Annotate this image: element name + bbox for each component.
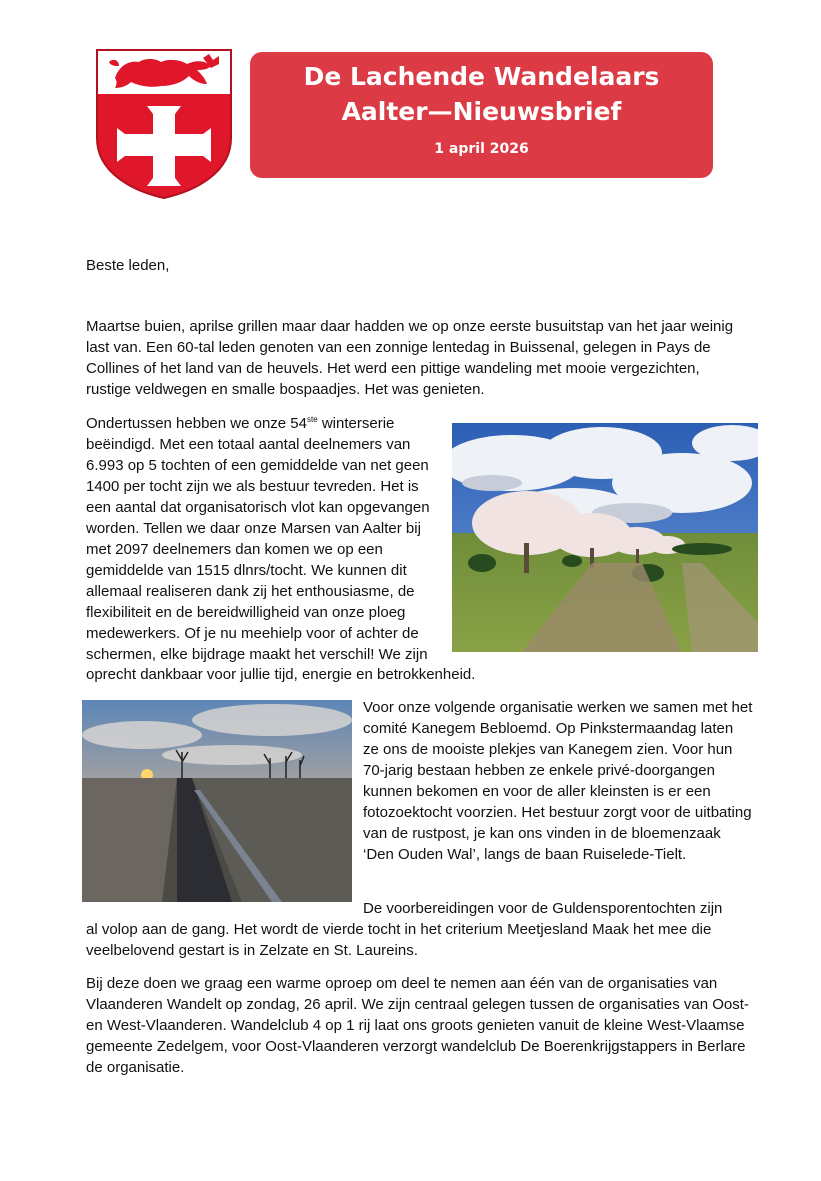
paragraph-guldensporen-start: De voorbereidingen voor de Guldensporentochten zijn — [363, 900, 723, 917]
greeting: Beste leden, — [86, 257, 170, 274]
header-banner — [250, 52, 713, 178]
ordinal-suffix: ste — [307, 415, 318, 424]
winter-series-text-start: Ondertussen hebben we onze 54 — [86, 415, 307, 432]
photo-sunset-road — [82, 700, 352, 902]
paragraph-winter-series-end: oprecht dankbaar voor jullie tijd, energie en betrokkenheid. — [86, 666, 476, 683]
paragraph-bus-trip: Maartse buien, aprilse grillen maar daar hadden we op onze eerste busuitstap van het jaar weinig last van. Een 60-tal leden genoten van een zonnige lentedag in Buissenal, gelegen in Pays de Collines of het land van de heuvels. Het werd een pittige wandeling met mooie vergezichten, rustige veldwegen en smalle bospaadjes. Het was genieten. — [86, 318, 734, 398]
photo-blossom-trees — [452, 423, 758, 652]
newsletter-subtitle: Aalter—Nieuwsbrief — [341, 97, 622, 126]
paragraph-vlaanderen-wandelt: Bij deze doen we graag een warme oproep om deel te nemen aan één van de organisaties van Vlaanderen Wandelt op zondag, 26 april. We zijn centraal gelegen tussen de organisaties van Oost- en West-Vlaanderen. Wandelclub 4 op 1 rij laat ons groots genieten vanuit de kleine West-Vlaamse gemeente Zedelgem, voor Oost-Vlaanderen verzorgt wandelclub De Boerenkrijgstappers in Berlare de organisatie. — [86, 975, 749, 1076]
paragraph-guldensporen-rest: al volop aan de gang. Het wordt de vierde tocht in het criterium Meetjesland Maak het mee die veelbelovend gestart is in Zelzate en St. Laureins. — [86, 921, 712, 959]
paragraph-kanegem: Voor onze volgende organisatie werken we samen met het comité Kanegem Bebloemd. Op Pinkstermaandag laten ze ons de mooiste plekjes van Kanegem zien. Voor hun 70-jarig bestaan hebben ze enkele privé-doorgangen kunnen bekomen en voor de aller kleinsten is er een fotozoektocht voorzien. Het bestuur zorgt voor de uitbating van de rustpost, je kan ons vinden in de bloemenzaak ‘Den Ouden Wal’, langs de baan Ruiselede-Tielt. — [363, 699, 753, 863]
newsletter-title: De Lachende Wandelaars — [303, 62, 660, 91]
newsletter-date: 1 april 2026 — [434, 141, 529, 157]
winter-series-text-rest: winterserie beëindigd. Met een totaal aantal deelnemers van 6.993 op 5 tochten of een gemiddelde van net geen 1400 per tocht zijn we als bestuur tevreden. Het is een aantal dat organisatorisch vlot kan opgevangen worden. Tellen we daar onze Marsen van Aalter bij met 2097 deelnemers dan komen we op een gemiddelde van 1515 dlnrs/tocht. We kunnen dit allemaal realiseren dank zij het enthousiasme, de flexibiliteit en de bereidwilligheid van onze ploeg medewerkers. Of je nu meehielp voor of achter de schermen, elke bijdrage maakt het verschil! We zijn — [86, 415, 430, 663]
coat-of-arms-logo — [95, 48, 233, 200]
paragraph-winter-series — [86, 413, 438, 665]
